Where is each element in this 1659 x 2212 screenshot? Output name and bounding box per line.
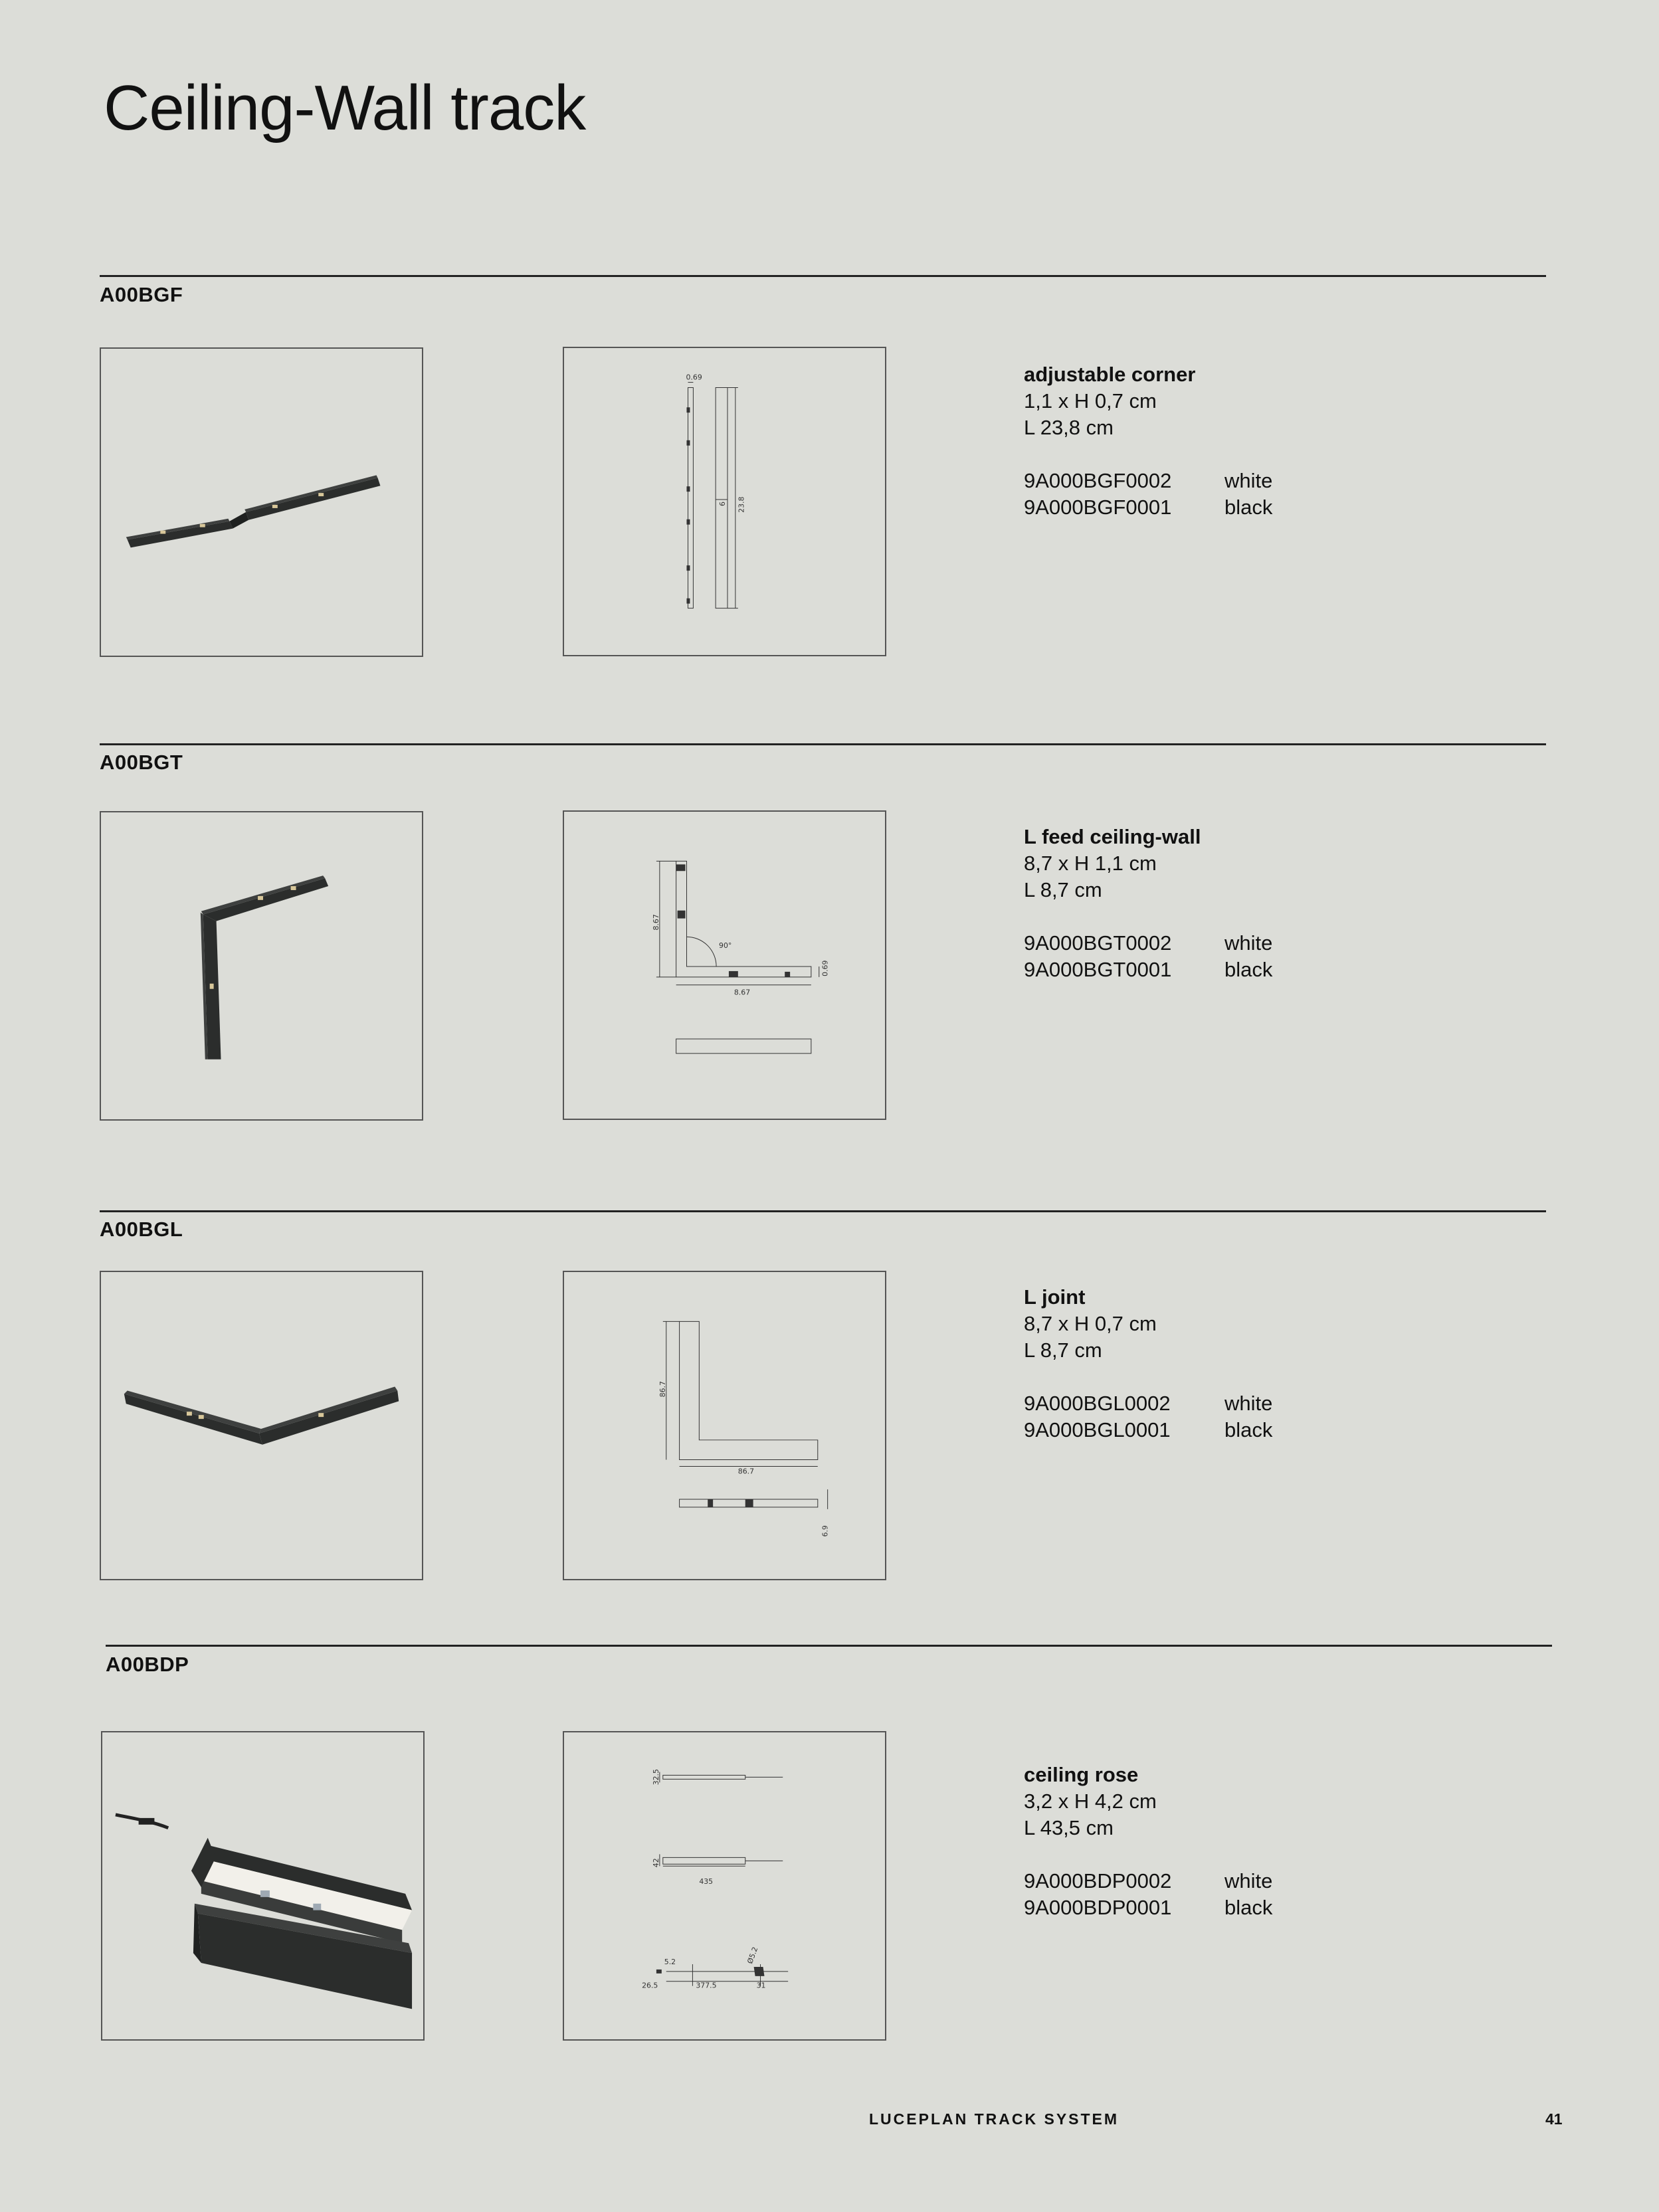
variant-sku: 9A000BGT0002 bbox=[1024, 931, 1172, 955]
variant-row bbox=[1024, 1868, 1272, 1894]
variant-color: black bbox=[1224, 1896, 1273, 1919]
section-divider bbox=[100, 743, 1546, 745]
drawing-label: 5.2 bbox=[664, 1957, 676, 1966]
technical-drawing bbox=[563, 1731, 886, 2041]
drawing-label: 0.69 bbox=[821, 960, 830, 976]
product-info bbox=[1024, 824, 1272, 983]
product-dimensions: 8,7 x H 0,7 cm bbox=[1024, 1312, 1157, 1335]
product-code: A00BDP bbox=[106, 1653, 189, 1676]
drawing-label: 90° bbox=[719, 941, 732, 951]
product-photo bbox=[101, 1731, 425, 2041]
variant-sku: 9A000BGT0001 bbox=[1024, 958, 1172, 981]
drawing-label: 31 bbox=[756, 1981, 766, 1990]
technical-drawing bbox=[563, 1271, 886, 1580]
adjustable-corner-drawing bbox=[564, 348, 885, 655]
product-photo bbox=[100, 1271, 423, 1580]
drawing-label: 8.67 bbox=[651, 914, 660, 931]
variant-sku: 9A000BGL0001 bbox=[1024, 1418, 1171, 1441]
drawing-label: Ø5.2 bbox=[745, 1946, 760, 1966]
product-length: L 23,8 cm bbox=[1024, 416, 1114, 439]
drawing-label: 42 bbox=[651, 1858, 660, 1868]
product-code: A00BGT bbox=[100, 751, 183, 774]
drawing-label: 6.9 bbox=[821, 1525, 830, 1537]
l-joint-drawing bbox=[564, 1272, 885, 1579]
product-photo bbox=[100, 811, 423, 1121]
product-length: L 43,5 cm bbox=[1024, 1816, 1114, 1839]
variant-color: white bbox=[1224, 1392, 1273, 1415]
ceiling-rose-drawing bbox=[564, 1732, 885, 2039]
drawing-label: 6 bbox=[718, 502, 727, 506]
section-divider bbox=[100, 275, 1546, 277]
footer-brand: LUCEPLAN TRACK SYSTEM bbox=[869, 2110, 1120, 2128]
product-code: A00BGL bbox=[100, 1218, 183, 1241]
product-dimensions: 3,2 x H 4,2 cm bbox=[1024, 1790, 1157, 1813]
variant-sku: 9A000BDP0001 bbox=[1024, 1896, 1172, 1919]
product-dimensions: 8,7 x H 1,1 cm bbox=[1024, 852, 1157, 875]
variant-sku: 9A000BGF0002 bbox=[1024, 469, 1172, 492]
product-info bbox=[1024, 1762, 1272, 1921]
ceiling-rose-photo bbox=[102, 1732, 423, 2039]
l-feed-drawing bbox=[564, 812, 885, 1119]
page-number: 41 bbox=[1545, 2110, 1563, 2128]
variant-color: white bbox=[1224, 1869, 1273, 1892]
variant-sku: 9A000BGF0001 bbox=[1024, 496, 1172, 519]
drawing-label: 86.7 bbox=[658, 1381, 667, 1398]
variant-row bbox=[1024, 930, 1272, 957]
product-name: adjustable corner bbox=[1024, 363, 1196, 386]
variant-row bbox=[1024, 494, 1272, 521]
variant-row bbox=[1024, 957, 1272, 983]
drawing-label: 86.7 bbox=[737, 1467, 755, 1476]
variant-sku: 9A000BGL0002 bbox=[1024, 1392, 1171, 1415]
product-dimensions: 1,1 x H 0,7 cm bbox=[1024, 389, 1157, 413]
section-divider bbox=[106, 1645, 1552, 1647]
drawing-label: 377.5 bbox=[696, 1981, 717, 1990]
product-name: L feed ceiling-wall bbox=[1024, 825, 1201, 848]
product-name: ceiling rose bbox=[1024, 1763, 1139, 1786]
drawing-label: 32.5 bbox=[651, 1769, 660, 1786]
drawing-label: 8.67 bbox=[733, 988, 751, 997]
technical-drawing bbox=[563, 810, 886, 1120]
variant-color: black bbox=[1224, 958, 1273, 981]
product-name: L joint bbox=[1024, 1285, 1086, 1309]
product-info bbox=[1024, 361, 1272, 521]
drawing-label: 435 bbox=[699, 1877, 714, 1887]
product-length: L 8,7 cm bbox=[1024, 1338, 1102, 1362]
variant-row bbox=[1024, 1390, 1272, 1417]
product-length: L 8,7 cm bbox=[1024, 878, 1102, 901]
section-divider bbox=[100, 1210, 1546, 1212]
variant-row bbox=[1024, 1894, 1272, 1921]
drawing-label: 26.5 bbox=[642, 1981, 658, 1990]
product-info bbox=[1024, 1284, 1272, 1443]
variant-color: black bbox=[1224, 496, 1273, 519]
drawing-label: 23.8 bbox=[737, 496, 746, 513]
variant-color: white bbox=[1224, 469, 1273, 492]
product-code: A00BGF bbox=[100, 283, 183, 306]
variant-color: white bbox=[1224, 931, 1273, 955]
variant-sku: 9A000BDP0002 bbox=[1024, 1869, 1172, 1892]
technical-drawing bbox=[563, 347, 886, 656]
l-feed-photo bbox=[101, 812, 422, 1119]
product-photo bbox=[100, 347, 423, 657]
page-title: Ceiling-Wall track bbox=[104, 72, 586, 143]
drawing-label: 0.69 bbox=[686, 373, 702, 382]
variant-row bbox=[1024, 468, 1272, 494]
variant-color: black bbox=[1224, 1418, 1273, 1441]
variant-row bbox=[1024, 1417, 1272, 1443]
l-joint-photo bbox=[101, 1272, 422, 1579]
adjustable-corner-photo bbox=[101, 349, 422, 656]
